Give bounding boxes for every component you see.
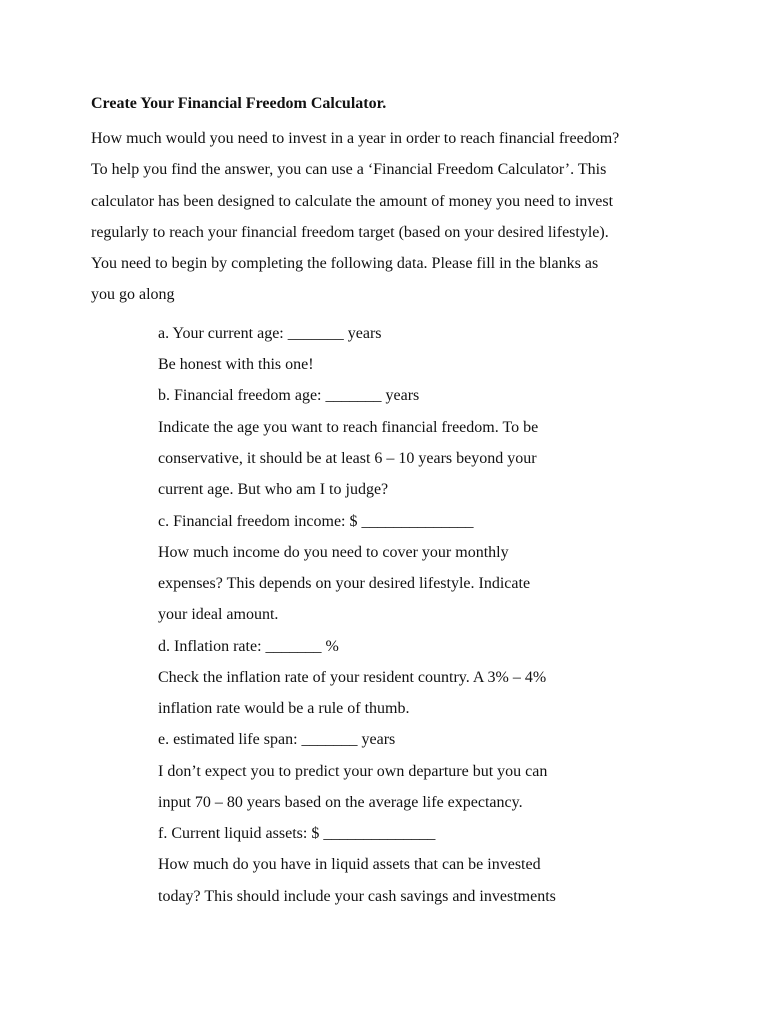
item-freedom-income-label: c. Financial freedom income: $ ______________ (158, 512, 474, 530)
item-current-age-description: Be honest with this one! (158, 356, 314, 374)
item-current-age-label: a. Your current age: _______ years (158, 325, 382, 342)
data-items-list (158, 318, 718, 912)
item-freedom-income-description: expenses? This depends on your desired lifestyle. Indicate (158, 575, 531, 593)
intro-paragraph (91, 123, 691, 311)
intro-line: You need to begin by completing the following data. Please fill in the blanks as (91, 255, 599, 273)
intro-line: calculator has been designed to calculate the amount of money you need to invest (91, 192, 614, 210)
item-life-span-description: I don’t expect you to predict your own departure but you can (158, 762, 548, 780)
item-life-span-label: e. estimated life span: _______ years (158, 731, 396, 749)
intro-line: regularly to reach your financial freedom target (based on your desired lifestyle). (91, 223, 609, 241)
item-life-span-description: input 70 – 80 years based on the average life expectancy. (158, 793, 523, 811)
intro-line: you go along (91, 286, 175, 304)
item-freedom-income-description: your ideal amount. (158, 606, 279, 624)
item-inflation-rate-description: Check the inflation rate of your resident country. A 3% – 4% (158, 668, 547, 686)
item-freedom-age-label: b. Financial freedom age: _______ years (158, 387, 420, 405)
item-inflation-rate-description: inflation rate would be a rule of thumb. (158, 700, 410, 718)
item-freedom-age-description: Indicate the age you want to reach financial freedom. To be (158, 418, 539, 436)
item-inflation-rate-label: d. Inflation rate: _______ % (158, 637, 339, 655)
item-liquid-assets-label: f. Current liquid assets: $ ______________ (158, 825, 436, 843)
intro-line: To help you find the answer, you can use a ‘Financial Freedom Calculator’. This (91, 161, 607, 179)
item-freedom-income-description: How much income do you need to cover your monthly (158, 543, 509, 561)
page-title: Create Your Financial Freedom Calculator. (91, 95, 387, 112)
item-liquid-assets-description: today? This should include your cash savings and investments (158, 887, 556, 905)
intro-line: How much would you need to invest in a year in order to reach financial freedom? (91, 130, 620, 147)
item-freedom-age-description: conservative, it should be at least 6 – 10 years beyond your (158, 449, 537, 467)
item-liquid-assets-description: How much do you have in liquid assets that can be invested (158, 856, 541, 874)
item-freedom-age-description: current age. But who am I to judge? (158, 481, 389, 499)
